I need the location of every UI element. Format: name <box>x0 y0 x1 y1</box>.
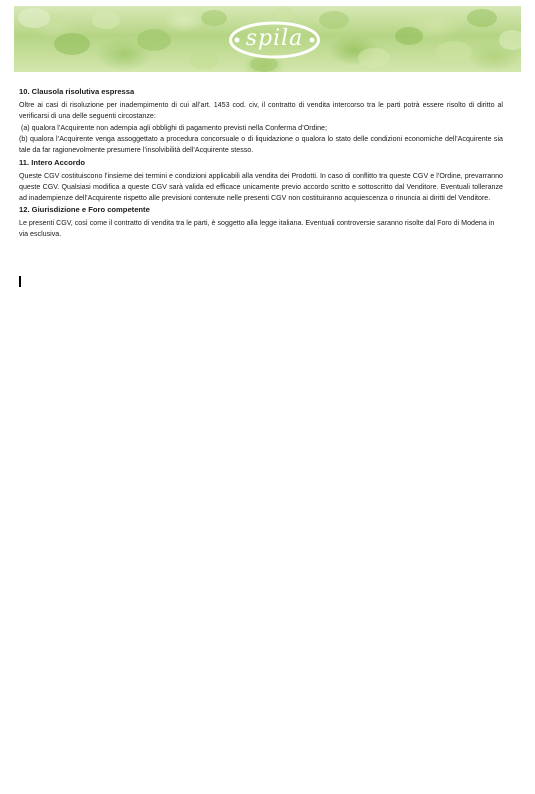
section-heading: 12. Giurisdizione e Foro competente <box>19 205 150 215</box>
paragraph: (b) qualora l’Acquirente venga assoggettato a procedura concorsuale o di liquidazione o qualora lo stato delle condizioni economiche dell’Acquirente sia tale da far ragionevolmente presumere l’insolvibilità dell’Acquirente stesso. <box>19 135 503 155</box>
section-heading: 11. Intero Accordo <box>19 157 85 167</box>
header-banner <box>14 6 521 72</box>
paragraph: Oltre ai casi di risoluzione per inadempimento di cui all’art. 1453 cod. civ, il contratto di vendita intercorso tra le parti potrà essere risolto di diritto al verificarsi di una delle seguenti circostanze: <box>19 101 503 120</box>
section-giurisdizione <box>19 204 503 240</box>
paragraph: (a) qualora l’Acquirente non adempia agli obblighi di pagamento previsti nella Conferma d’Ordine; <box>19 123 327 132</box>
section-intero-accordo <box>19 157 503 203</box>
logo-text: spila <box>245 26 304 51</box>
paragraph: Le presenti CGV, così come il contratto di vendita tra le parti, è soggetto alla legge italiana. Eventuali controversie saranno risolte dal Foro di Modena in via esclusiva. <box>19 219 495 239</box>
document-body <box>19 86 503 241</box>
section-heading: 10. Clausola risolutiva espressa <box>19 87 135 96</box>
section-clausola-risolutiva <box>19 86 503 156</box>
paragraph: Queste CGV costituiscono l’insieme dei termini e condizioni applicabili alla vendita dei Prodotti. In caso di conflitto tra queste CGV e l’Ordine, prevarranno queste CGV. Qualsiasi modifica a queste CGV sarà valida ed efficace unicamente previo accordo scritto e sottoscritto dal Venditore. Eventuali tolleranze ad inadempienze dell’Acquirente rispetto alle previsioni contenute nelle presenti CGV non costituiranno acquiescenza o rinuncia ai diritti del Venditore. <box>19 171 503 202</box>
text-cursor[interactable] <box>19 276 21 287</box>
spila-logo-icon <box>227 20 322 60</box>
